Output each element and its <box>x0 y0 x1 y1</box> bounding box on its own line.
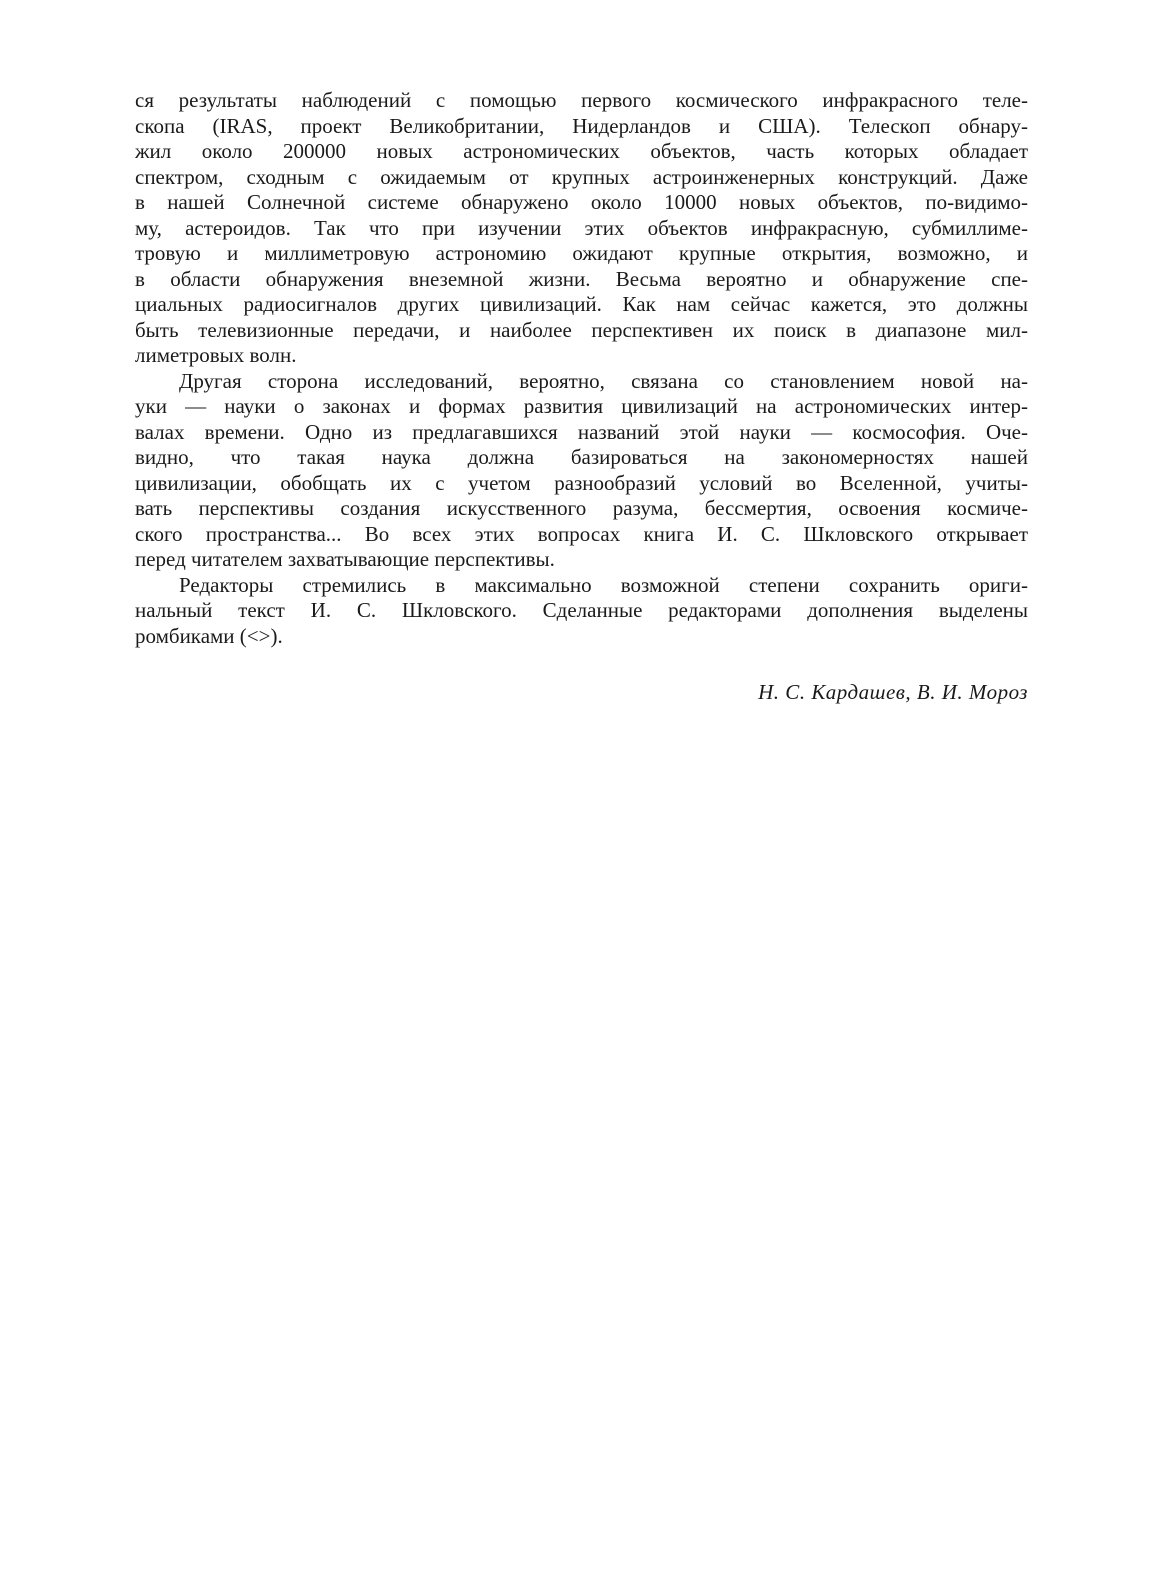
text-line: циальных радиосигналов других цивилизаций. Как нам сейчас кажется, это должны <box>135 292 1028 316</box>
text-line: Другая сторона исследований, вероятно, связана со становлением новой на- <box>179 368 1028 393</box>
text-line: лиметровых волн. <box>135 343 297 367</box>
text-line: вать перспективы создания искусственного разума, бессмертия, освоения космиче- <box>135 496 1028 520</box>
text-line: в области обнаружения внеземной жизни. Весьма вероятно и обнаружение спе- <box>135 266 1028 291</box>
text-line: Редакторы стремились в максимально возможной степени сохранить ориги- <box>179 572 1028 597</box>
signature: Н. С. Кардашев, В. И. Мороз <box>758 680 1028 704</box>
text-line: в нашей Солнечной системе обнаружено около 10000 новых объектов, по-видимо- <box>135 190 1028 214</box>
text-line: быть телевизионные передачи, и наиболее перспективен их поиск в диапазоне мил- <box>135 317 1028 342</box>
text-line: скопа (IRAS, проект Великобритании, Нидерландов и США). Телескоп обнару- <box>135 113 1028 138</box>
text-line: ромбиками (<>). <box>135 623 283 648</box>
text-line: спектром, сходным с ожидаемым от крупных астроинженерных конструкций. Даже <box>135 164 1028 189</box>
text-line: видно, что такая наука должна базироваться на закономерностях нашей <box>135 445 1028 469</box>
paragraph-3 <box>135 573 1028 650</box>
text-line: перед читателем захватывающие перспективы. <box>135 547 555 571</box>
text-line: жил около 200000 новых астрономических объектов, часть которых обладает <box>135 139 1028 163</box>
document-body <box>135 88 1028 649</box>
text-line: нальный текст И. С. Шкловского. Сделанные редакторами дополнения выделены <box>135 598 1028 622</box>
text-line: ского пространства... Во всех этих вопросах книга И. С. Шкловского открывает <box>135 521 1028 546</box>
text-line: уки — науки о законах и формах развития цивилизаций на астрономических интер- <box>135 394 1028 418</box>
text-line: валах времени. Одно из предлагавшихся названий этой науки — космософия. Оче- <box>135 419 1028 444</box>
paragraph-1 <box>135 88 1028 369</box>
text-line: ся результаты наблюдений с помощью первого космического инфракрасного теле- <box>135 88 1028 112</box>
paragraph-2 <box>135 369 1028 573</box>
text-line: му, астероидов. Так что при изучении этих объектов инфракрасную, субмиллиме- <box>135 215 1028 240</box>
text-line: тровую и миллиметровую астрономию ожидают крупные открытия, возможно, и <box>135 241 1028 265</box>
text-line: цивилизации, обобщать их с учетом разнообразий условий во Вселенной, учиты- <box>135 470 1028 495</box>
